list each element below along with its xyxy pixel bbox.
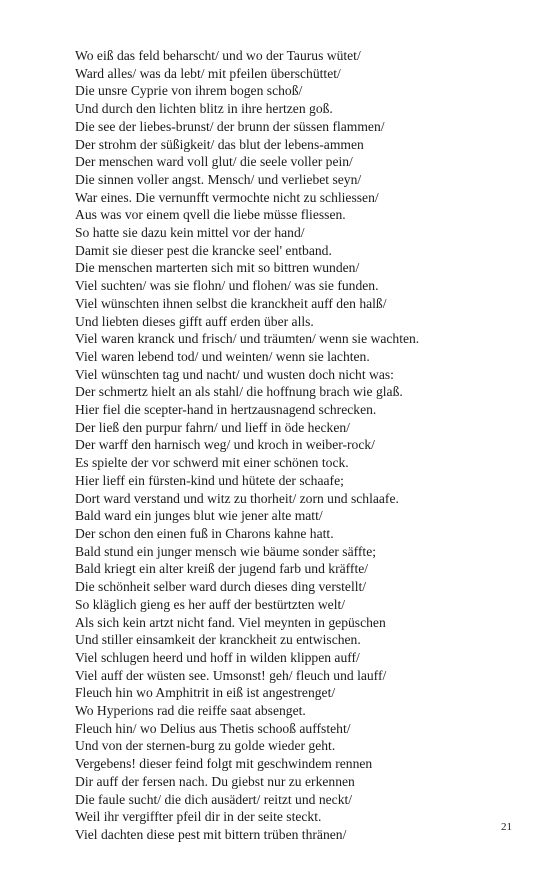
poem-line: Viel suchten/ was sie flohn/ und flohen/ was sie funden. [75, 278, 379, 294]
poem-line: Der strohm der süßigkeit/ das blut der lebens-ammen [75, 136, 364, 152]
poem-line: Der warff den harnisch weg/ und kroch in weiber-rock/ [75, 437, 375, 453]
poem-line: Wo Hyperions rad die reiffe saat absenget. [75, 703, 306, 719]
page-number: 21 [501, 821, 512, 833]
poem-line: Viel schlugen heerd und hoff in wilden klippen auff/ [75, 649, 360, 665]
poem-line: Hier lieff ein fürsten-kind und hütete der schaafe; [75, 472, 344, 488]
poem-line: Und stiller einsamkeit der kranckheit zu entwischen. [75, 632, 361, 648]
poem-line: Viel wünschten tag und nacht/ und wusten doch nicht was: [75, 366, 394, 382]
poem-line: Und liebten dieses gifft auff erden über alls. [75, 313, 314, 329]
poem-line: Und von der sternen-burg zu golde wieder geht. [75, 738, 336, 754]
poem-line: Der schmertz hielt an als stahl/ die hoffnung brach wie glaß. [75, 384, 403, 400]
poem-line: Viel auff der wüsten see. Umsonst! geh/ fleuch und lauff/ [75, 667, 387, 683]
poem-line: Weil ihr vergiffter pfeil dir in der seite steckt. [75, 809, 322, 825]
poem-line: Der menschen ward voll glut/ die seele voller pein/ [75, 154, 353, 170]
poem-line: Die sinnen voller angst. Mensch/ und verliebet seyn/ [75, 171, 362, 187]
poem-line: Fleuch hin/ wo Delius aus Thetis schooß auffsteht/ [75, 720, 351, 736]
poem-line: Und durch den lichten blitz in ihre hertzen goß. [75, 101, 333, 117]
poem-line: Viel wünschten ihnen selbst die kranckheit auff den halß/ [75, 295, 387, 311]
poem-line: Dort ward verstand und witz zu thorheit/ zorn und schlaafe. [75, 490, 399, 506]
poem-line: Fleuch hin wo Amphitrit in eiß ist angestrenget/ [75, 685, 336, 701]
poem-line: Die faule sucht/ die dich ausädert/ reitzt und neckt/ [75, 791, 353, 807]
poem-line: So hatte sie dazu kein mittel vor der hand/ [75, 225, 305, 241]
poem-line: Viel dachten diese pest mit bittern trüben thränen/ [75, 826, 347, 842]
poem-line: Die menschen marterten sich mit so bittren wunden/ [75, 260, 360, 276]
poem-line: Wo eiß das feld beharscht/ und wo der Taurus wütet/ [75, 48, 361, 63]
poem-line: Die see der liebes-brunst/ der brunn der süssen flammen/ [75, 118, 385, 134]
poem-line: Viel waren kranck und frisch/ und träumten/ wenn sie wachten. [75, 331, 420, 347]
poem-line: Dir auff der fersen nach. Du giebst nur zu erkennen [75, 773, 355, 789]
poem-line: Es spielte der vor schwerd mit einer schönen tock. [75, 455, 349, 471]
poem-line: Der schon den einen fuß in Charons kahne hatt. [75, 525, 334, 541]
poem-text [75, 47, 515, 844]
poem-line: Hier fiel die scepter-hand in hertzausnagend schrecken. [75, 402, 377, 418]
poem-line: Bald kriegt ein alter kreiß der jugend farb und kräffte/ [75, 561, 369, 577]
poem-line: Die schönheit selber ward durch dieses ding verstellt/ [75, 579, 367, 595]
poem-line: Viel waren lebend tod/ und weinten/ wenn sie lachten. [75, 348, 370, 364]
poem-line: Bald ward ein junges blut wie jener alte matt/ [75, 508, 323, 524]
poem-line: Damit sie dieser pest die krancke seel' entband. [75, 242, 332, 258]
poem-line: Als sich kein artzt nicht fand. Viel meynten in gepüschen [75, 614, 386, 630]
poem-line: Ward alles/ was da lebt/ mit pfeilen überschüttet/ [75, 65, 341, 81]
poem-line: Aus was vor einem qvell die liebe müsse fliessen. [75, 207, 346, 223]
poem-line: Der ließ den purpur fahrn/ und lieff in öde hecken/ [75, 419, 350, 435]
poem-line: War eines. Die vernunfft vermochte nicht zu schliessen/ [75, 189, 379, 205]
poem-line: So kläglich gieng es her auff der bestürtzten welt/ [75, 596, 346, 612]
poem-line: Bald stund ein junger mensch wie bäume sonder säffte; [75, 543, 377, 559]
poem-line: Vergebens! dieser feind folgt mit geschwindem rennen [75, 756, 373, 772]
poem-line: Die unsre Cyprie von ihrem bogen schoß/ [75, 83, 303, 99]
